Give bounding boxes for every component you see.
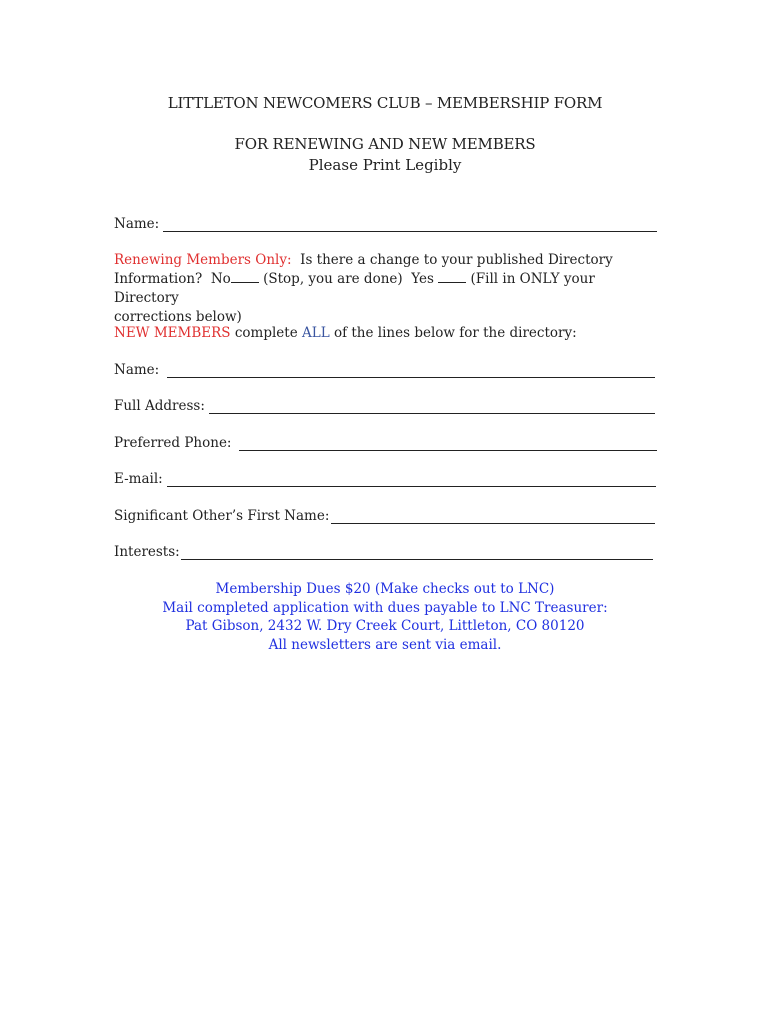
renewing-members-section	[114, 251, 659, 327]
renewing-prefix: Renewing Members Only:	[114, 252, 292, 268]
new-name-label: Name:	[114, 362, 160, 378]
phone-input-line[interactable]	[239, 436, 657, 451]
significant-other-label: Significant Other’s First Name:	[114, 508, 330, 524]
form-title: LITTLETON NEWCOMERS CLUB – MEMBERSHIP FORM	[167, 94, 603, 112]
renewing-line-1	[114, 251, 659, 270]
dues-line-2: Mail completed application with dues payable to LNC Treasurer:	[162, 599, 608, 616]
address-label: Full Address:	[114, 398, 205, 414]
email-label: E-mail:	[114, 471, 163, 487]
significant-other-field-row	[114, 506, 655, 524]
no-input-line[interactable]	[231, 270, 259, 283]
no-label: No	[210, 271, 231, 287]
address-input-line[interactable]	[209, 399, 655, 414]
name-input-line[interactable]	[163, 217, 657, 232]
interests-input-line[interactable]	[181, 545, 653, 560]
yes-input-line[interactable]	[438, 270, 466, 283]
dues-line-4: All newsletters are sent via email.	[268, 636, 502, 653]
email-input-line[interactable]	[167, 472, 656, 487]
interests-label: Interests:	[114, 544, 180, 560]
new-members-prefix: NEW MEMBERS	[114, 325, 231, 341]
phone-label: Preferred Phone:	[114, 435, 232, 451]
renewing-line-3: corrections below)	[114, 309, 242, 325]
email-field-row	[114, 469, 656, 487]
renewing-line-2	[114, 270, 659, 308]
new-members-middle: complete	[234, 325, 298, 341]
new-members-instruction	[114, 324, 659, 343]
interests-field-row	[114, 542, 653, 560]
phone-field-row	[114, 433, 657, 451]
yes-text: (Fill in ONLY your Directory	[114, 271, 595, 306]
name-label: Name:	[114, 216, 160, 232]
dues-line-1: Membership Dues $20 (Make checks out to LNC)	[215, 581, 555, 597]
info-label: Information?	[114, 271, 203, 287]
dues-line-3: Pat Gibson, 2432 W. Dry Creek Court, Littleton, CO 80120	[185, 618, 585, 634]
form-subtitle: FOR RENEWING AND NEW MEMBERS	[234, 135, 536, 153]
no-text: (Stop, you are done)	[263, 271, 403, 287]
new-name-field-row	[114, 360, 655, 378]
new-members-suffix: of the lines below for the directory:	[333, 325, 577, 341]
new-name-input-line[interactable]	[167, 363, 655, 378]
new-members-all: ALL	[301, 325, 330, 341]
dues-info-block	[0, 580, 770, 654]
significant-other-input-line[interactable]	[331, 509, 655, 524]
renewing-question: Is there a change to your published Directory	[300, 252, 613, 268]
yes-label: Yes	[411, 271, 434, 287]
print-instruction: Please Print Legibly	[308, 156, 462, 174]
address-field-row	[114, 396, 655, 414]
name-field-row	[114, 214, 657, 232]
